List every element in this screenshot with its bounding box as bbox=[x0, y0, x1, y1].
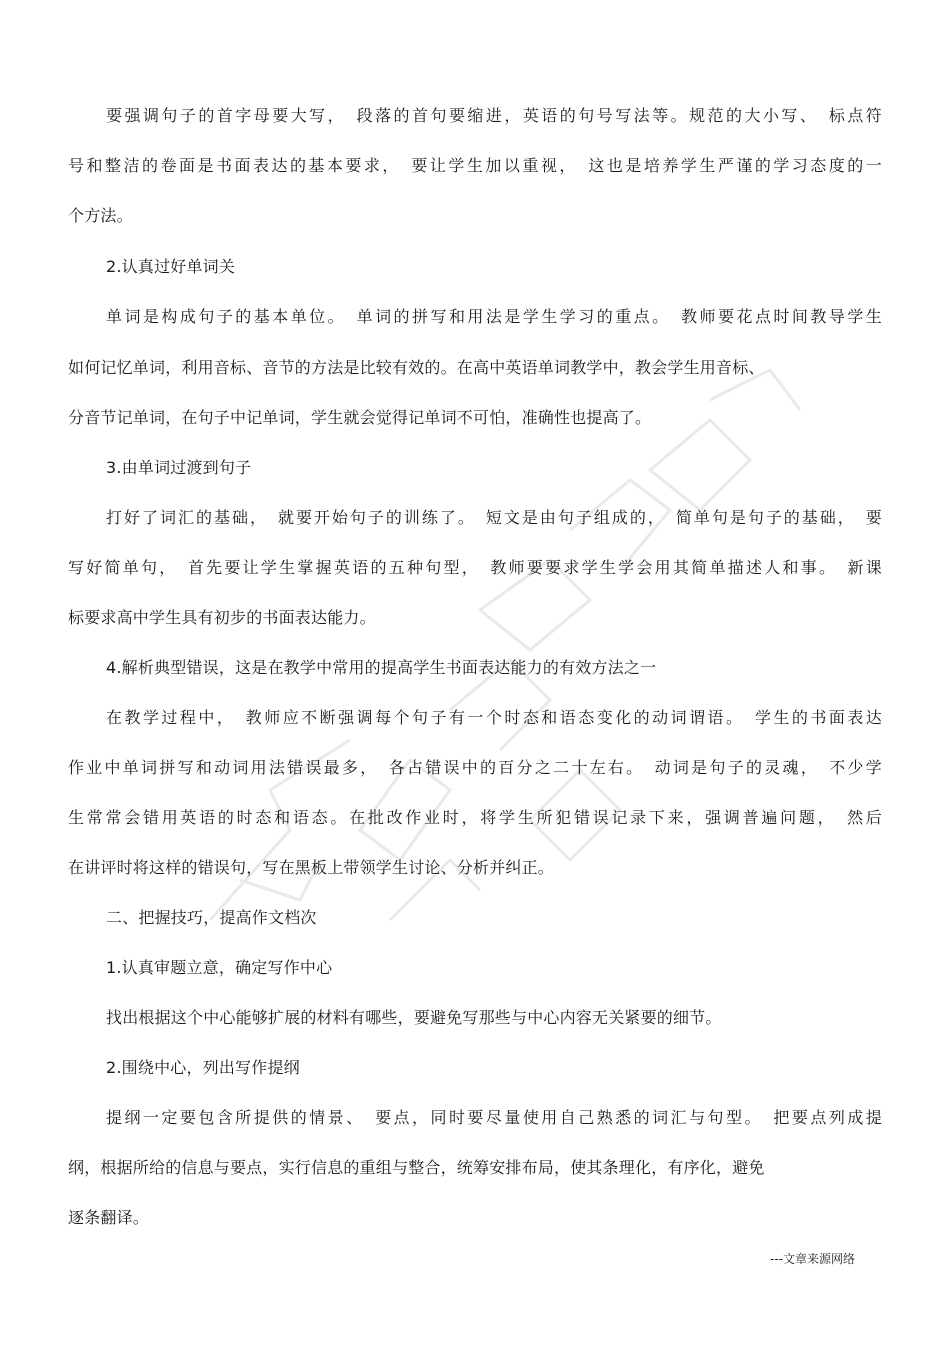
paragraph-line: 标要求高中学生具有初步的书面表达能力。 bbox=[68, 608, 376, 627]
paragraph-line: 提纲一定要包含所提供的情景、 要点，同时要尽量使用自己熟悉的词汇与句型。 把要点列成提 bbox=[106, 1108, 882, 1127]
paragraph-line: 纲，根据所给的信息与要点，实行信息的重组与整合，统筹安排布局，使其条理化，有序化，避免 bbox=[68, 1158, 765, 1177]
section-heading: 3.由单词过渡到句子 bbox=[106, 458, 252, 477]
section-heading: 2.围绕中心，列出写作提纲 bbox=[106, 1058, 300, 1077]
paragraph-line: 逐条翻译。 bbox=[68, 1208, 150, 1227]
section-heading: 2.认真过好单词关 bbox=[106, 257, 236, 276]
section-heading: 1.认真审题立意，确定写作中心 bbox=[106, 958, 333, 977]
paragraph-line: 要强调句子的首字母要大写， 段落的首句要缩进，英语的句号写法等。规范的大小写、 标点符 bbox=[106, 106, 882, 125]
section-heading: 二、把握技巧，提高作文档次 bbox=[106, 908, 317, 927]
section-heading: 4.解析典型错误，这是在教学中常用的提高学生书面表达能力的有效方法之一 bbox=[106, 658, 657, 677]
paragraph-line: 写好简单句， 首先要让学生掌握英语的五种句型， 教师要要求学生学会用其简单描述人和事。 新课 bbox=[68, 558, 882, 577]
paragraph-line: 打好了词汇的基础， 就要开始句子的训练了。 短文是由句子组成的， 简单句是句子的基础， 要 bbox=[106, 508, 882, 527]
paragraph-line: 个方法。 bbox=[68, 206, 133, 225]
paragraph-line: 生常常会错用英语的时态和语态。在批改作业时，将学生所犯错误记录下来，强调普遍问题， 然后 bbox=[68, 808, 882, 827]
paragraph-line: 找出根据这个中心能够扩展的材料有哪些，要避免写那些与中心内容无关紧要的细节。 bbox=[106, 1008, 722, 1027]
paragraph-line: 号和整洁的卷面是书面表达的基本要求， 要让学生加以重视， 这也是培养学生严谨的学习态度的一 bbox=[68, 156, 882, 175]
paragraph-line: 作业中单词拼写和动词用法错误最多， 各占错误中的百分之二十左右。 动词是句子的灵魂， 不少学 bbox=[68, 758, 882, 777]
paragraph-line: 如何记忆单词，利用音标、音节的方法是比较有效的。在高中英语单词教学中，教会学生用音标、 bbox=[68, 358, 765, 377]
paragraph-line: 在讲评时将这样的错误句，写在黑板上带领学生讨论、分析并纠正。 bbox=[68, 858, 555, 877]
paragraph-line: 单词是构成句子的基本单位。 单词的拼写和用法是学生学习的重点。 教师要花点时间教导学生 bbox=[106, 307, 882, 326]
paragraph-line: 在教学过程中， 教师应不断强调每个句子有一个时态和语态变化的动词谓语。 学生的书面表达 bbox=[106, 708, 882, 727]
paragraph-line: 分音节记单词，在句子中记单词，学生就会觉得记单词不可怕，准确性也提高了。 bbox=[68, 408, 652, 427]
footer-source-note: ---文章来源网络 bbox=[770, 1252, 855, 1266]
